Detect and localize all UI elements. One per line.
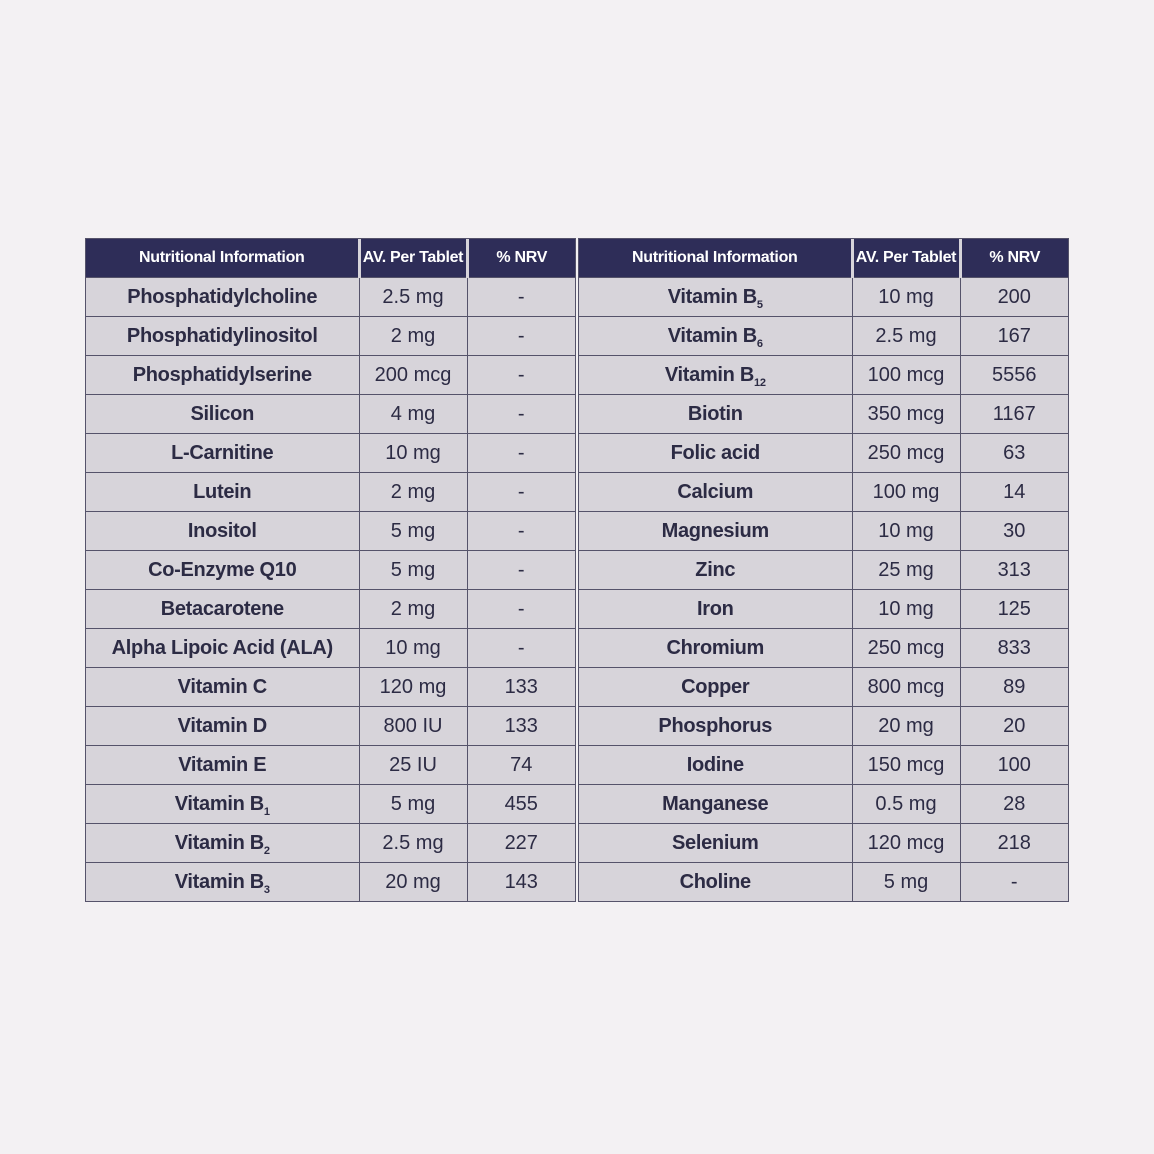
nutrient-name-text: Vitamin B [664,363,755,386]
amount-per-tablet: 2 mg [359,317,467,356]
nutrient-name-text: Inositol [187,519,257,542]
amount-per-tablet: 10 mg [852,512,960,551]
table-body [579,278,1068,902]
nutrient-name [579,590,852,629]
table-row [579,629,1068,668]
nutrition-table [579,239,1068,901]
nutrient-name [579,629,852,668]
nrv-percent: - [467,356,575,395]
nrv-percent: 5556 [960,356,1068,395]
table-row [579,590,1068,629]
table-row [86,434,575,473]
nutrition-table [86,239,575,901]
amount-per-tablet: 0.5 mg [852,785,960,824]
table-row [579,551,1068,590]
nutrient-name [86,668,359,707]
amount-per-tablet: 2.5 mg [852,317,960,356]
nrv-percent: 63 [960,434,1068,473]
nutrient-name [86,317,359,356]
nutrient-name-text: Vitamin B [667,324,757,347]
nutrient-name-text: Selenium [671,831,759,854]
nutrient-name-text: Phosphorus [658,714,773,737]
nutrient-subscript: 6 [756,337,763,350]
header-nutritional-information: Nutritional Information [579,239,852,278]
nutrient-name [86,473,359,512]
nutrition-table-left [85,238,576,902]
nutrient-name-text: Iodine [686,753,744,776]
nutrient-name [86,590,359,629]
table-header-row [86,239,575,278]
nutrient-name-text: Manganese [662,792,769,815]
table-row [86,824,575,863]
amount-per-tablet: 10 mg [359,434,467,473]
nrv-percent: 14 [960,473,1068,512]
header-nrv: % NRV [960,239,1068,278]
table-header-row [579,239,1068,278]
nutrient-name-text: Alpha Lipoic Acid (ALA) [111,636,333,659]
nrv-percent: 218 [960,824,1068,863]
table-row [579,395,1068,434]
nutrient-name-text: Phosphatidylcholine [127,285,318,308]
table-row [86,707,575,746]
nutrient-name-text: Vitamin B [174,831,264,854]
nrv-percent: 89 [960,668,1068,707]
nutrient-name-text: Co-Enzyme Q10 [148,558,297,581]
nrv-percent: 143 [467,863,575,902]
amount-per-tablet: 2 mg [359,590,467,629]
nutrient-name-text: Copper [681,675,750,698]
nutrient-name [86,785,359,824]
amount-per-tablet: 25 mg [852,551,960,590]
table-row [579,317,1068,356]
table-row [86,551,575,590]
table-row [579,824,1068,863]
table-row [86,590,575,629]
table-row [579,863,1068,902]
nutrient-name [579,668,852,707]
nutrient-name-text: Phosphatidylserine [132,363,312,386]
table-row [579,434,1068,473]
nutrient-name-text: L-Carnitine [171,441,274,464]
nrv-percent: - [467,629,575,668]
nutrient-name-text: Vitamin B [174,792,264,815]
nutrient-name [579,551,852,590]
nutrient-subscript: 12 [754,376,766,389]
nrv-percent: 167 [960,317,1068,356]
nutrient-name [86,629,359,668]
table-row [86,629,575,668]
table-row [579,707,1068,746]
nutrient-name [579,473,852,512]
nutrient-name [579,434,852,473]
nrv-percent: 20 [960,707,1068,746]
amount-per-tablet: 100 mcg [852,356,960,395]
nutrient-name-text: Zinc [695,558,736,581]
nrv-percent: - [467,434,575,473]
amount-per-tablet: 20 mg [852,707,960,746]
nrv-percent: 227 [467,824,575,863]
amount-per-tablet: 2.5 mg [359,824,467,863]
nrv-percent: 100 [960,746,1068,785]
nutrient-name-text: Vitamin C [177,675,267,698]
table-row [579,278,1068,317]
nrv-percent: 30 [960,512,1068,551]
amount-per-tablet: 10 mg [852,278,960,317]
nutrient-name [579,395,852,434]
nutrient-subscript: 5 [756,298,763,311]
table-row [579,473,1068,512]
table-body [86,278,575,902]
nutrient-name [579,707,852,746]
nrv-percent: 133 [467,707,575,746]
table-row [579,668,1068,707]
nutrition-table-right [578,238,1069,902]
table-row [86,746,575,785]
nutrient-name [86,746,359,785]
nrv-percent: - [467,551,575,590]
nutrient-subscript: 2 [263,844,270,857]
amount-per-tablet: 2.5 mg [359,278,467,317]
nutrient-name [86,356,359,395]
table-row [86,863,575,902]
nutrient-name [579,317,852,356]
table-row [86,785,575,824]
nutrient-name-text: Magnesium [661,519,769,542]
nrv-percent: 833 [960,629,1068,668]
nutrient-name [86,278,359,317]
table-row [86,512,575,551]
nutrient-subscript: 1 [263,805,270,818]
nutrient-name [86,863,359,902]
nutrient-name [579,785,852,824]
nutrient-name-text: Vitamin D [177,714,267,737]
nutrient-name [579,863,852,902]
nutrient-name-text: Vitamin B [174,870,264,893]
amount-per-tablet: 800 mcg [852,668,960,707]
amount-per-tablet: 150 mcg [852,746,960,785]
table-row [579,512,1068,551]
table-row [579,746,1068,785]
nrv-percent: 1167 [960,395,1068,434]
amount-per-tablet: 5 mg [359,785,467,824]
amount-per-tablet: 4 mg [359,395,467,434]
nrv-percent: - [960,863,1068,902]
header-av-per-tablet: AV. Per Tablet [359,239,467,278]
nutrient-name [579,512,852,551]
nutrient-name [86,512,359,551]
nutrient-name [579,278,852,317]
amount-per-tablet: 120 mcg [852,824,960,863]
nutrient-name-text: Betacarotene [160,597,284,620]
table-row [579,785,1068,824]
amount-per-tablet: 2 mg [359,473,467,512]
nutrient-name-text: Vitamin B [667,285,757,308]
nutrient-subscript: 3 [263,883,270,896]
nutrient-name-text: Choline [679,870,751,893]
amount-per-tablet: 250 mcg [852,629,960,668]
nutrient-name [86,707,359,746]
header-av-per-tablet: AV. Per Tablet [852,239,960,278]
amount-per-tablet: 200 mcg [359,356,467,395]
table-row [86,278,575,317]
nrv-percent: 200 [960,278,1068,317]
nrv-percent: - [467,395,575,434]
nutrient-name [579,356,852,395]
nrv-percent: - [467,512,575,551]
nutrient-name [579,824,852,863]
nutrient-name-text: Vitamin E [178,753,267,776]
amount-per-tablet: 20 mg [359,863,467,902]
nrv-percent: - [467,278,575,317]
amount-per-tablet: 10 mg [359,629,467,668]
nutrient-name [579,746,852,785]
nutrient-name-text: Silicon [190,402,254,425]
table-row [86,473,575,512]
header-nrv: % NRV [467,239,575,278]
nutrient-name-text: Lutein [193,480,252,503]
nutrient-name [86,395,359,434]
header-nutritional-information: Nutritional Information [86,239,359,278]
nrv-percent: 28 [960,785,1068,824]
table-row [86,668,575,707]
amount-per-tablet: 5 mg [359,551,467,590]
amount-per-tablet: 5 mg [359,512,467,551]
table-row [86,395,575,434]
amount-per-tablet: 10 mg [852,590,960,629]
nutrient-name [86,824,359,863]
nutrient-name [86,551,359,590]
amount-per-tablet: 350 mcg [852,395,960,434]
nutrient-name-text: Calcium [677,480,754,503]
nutrient-name-text: Phosphatidylinositol [126,324,318,347]
table-row [579,356,1068,395]
nrv-percent: - [467,317,575,356]
table-row [86,317,575,356]
amount-per-tablet: 5 mg [852,863,960,902]
nrv-percent: - [467,473,575,512]
nutrient-name-text: Chromium [666,636,765,659]
nutrient-name-text: Iron [696,597,734,620]
nutrient-name-text: Folic acid [670,441,760,464]
amount-per-tablet: 120 mg [359,668,467,707]
nrv-percent: 313 [960,551,1068,590]
nrv-percent: - [467,590,575,629]
nrv-percent: 125 [960,590,1068,629]
nutrient-name-text: Biotin [687,402,743,425]
table-row [86,356,575,395]
amount-per-tablet: 25 IU [359,746,467,785]
nrv-percent: 133 [467,668,575,707]
amount-per-tablet: 800 IU [359,707,467,746]
amount-per-tablet: 250 mcg [852,434,960,473]
nrv-percent: 455 [467,785,575,824]
amount-per-tablet: 100 mg [852,473,960,512]
nutrient-name [86,434,359,473]
nrv-percent: 74 [467,746,575,785]
